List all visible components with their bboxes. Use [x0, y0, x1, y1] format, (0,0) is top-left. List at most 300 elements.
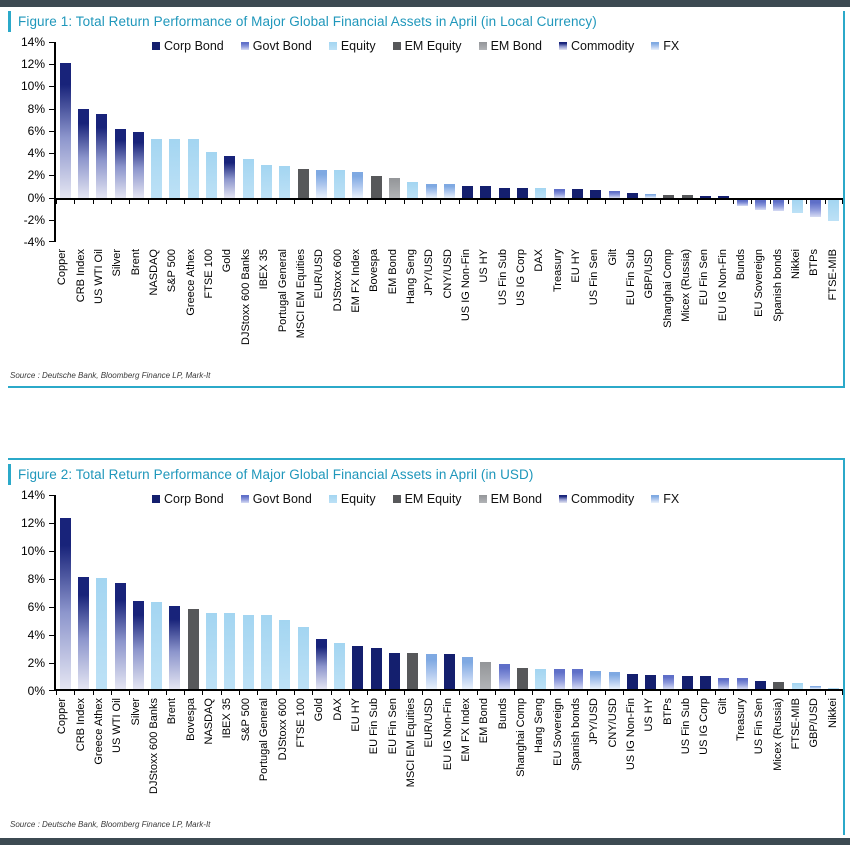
- bar-cell: [239, 42, 257, 242]
- bar: [206, 613, 217, 689]
- bar: [334, 643, 345, 689]
- x-tick-mark: [514, 691, 515, 695]
- bar: [316, 639, 327, 689]
- y-tick-label: -2%: [23, 212, 45, 227]
- x-label-cell: [733, 698, 751, 810]
- x-tick-label: Hang Seng: [533, 698, 546, 754]
- x-label-cell: [494, 249, 512, 361]
- x-tick-mark: [678, 691, 679, 695]
- x-label-cell: [751, 249, 769, 361]
- bar: [517, 188, 528, 198]
- x-tick-mark: [788, 691, 789, 695]
- x-tick-label: US IG Non-Fin: [625, 698, 638, 771]
- bar-cell: [660, 495, 678, 691]
- y-tick-label: 4%: [27, 146, 45, 161]
- x-label-cell: [678, 249, 696, 361]
- x-tick-mark: [349, 200, 350, 204]
- x-label-cell: [348, 249, 366, 361]
- x-label-cell: [421, 698, 439, 810]
- x-tick-label: EU Sovereign: [551, 698, 564, 766]
- x-tick-mark: [276, 691, 277, 695]
- bar-cell: [568, 495, 586, 691]
- x-tick-mark: [568, 200, 569, 204]
- legend-swatch-em_equity: [393, 42, 401, 50]
- bar-cell: [751, 42, 769, 242]
- x-tick-label: FTSE-MIB: [826, 249, 839, 301]
- x-tick-mark: [495, 200, 496, 204]
- x-label-cell: [384, 249, 402, 361]
- legend-item-corp: [152, 39, 224, 53]
- legend-label: FX: [663, 492, 680, 506]
- x-label-cell: [182, 698, 200, 810]
- x-label-cell: [329, 698, 347, 810]
- x-tick-label: Portugal General: [276, 249, 289, 333]
- y-tick-label: -4%: [23, 235, 45, 249]
- bar: [224, 613, 235, 689]
- x-axis-labels: [54, 249, 843, 361]
- legend-swatch-corp: [152, 495, 160, 503]
- legend-label: Commodity: [570, 492, 635, 506]
- x-tick-mark: [715, 691, 716, 695]
- x-label-cell: [494, 698, 512, 810]
- bar: [206, 152, 217, 198]
- x-tick-mark: [751, 691, 752, 695]
- bar: [535, 669, 546, 689]
- x-tick-mark: [715, 200, 716, 204]
- x-label-cell: [72, 249, 90, 361]
- bar: [261, 615, 272, 689]
- x-tick-label: BTPs: [808, 249, 821, 276]
- x-tick-label: Portugal General: [258, 698, 271, 782]
- bar: [279, 166, 290, 197]
- bar-cell: [513, 495, 531, 691]
- bar-cell: [422, 495, 440, 691]
- x-tick-mark: [770, 691, 771, 695]
- bar-cell: [715, 495, 733, 691]
- legend-swatch-fx: [651, 495, 659, 503]
- x-tick-mark: [294, 691, 295, 695]
- x-label-cell: [769, 249, 787, 361]
- legend-item-govt: [241, 39, 312, 53]
- bar: [554, 189, 565, 198]
- x-label-cell: [549, 698, 567, 810]
- bar-cell: [696, 42, 714, 242]
- legend-label: Corp Bond: [164, 39, 224, 53]
- x-axis-line: [56, 198, 843, 200]
- bar-cell: [422, 42, 440, 242]
- x-tick-mark: [605, 200, 606, 204]
- x-tick-label: GBP/USD: [643, 249, 656, 299]
- x-label-cell: [403, 698, 421, 810]
- figure-2-panel: [8, 458, 845, 835]
- bar: [828, 200, 839, 221]
- x-tick-label: Bovespa: [184, 698, 197, 741]
- y-axis: [8, 35, 54, 249]
- bar-cell: [276, 42, 294, 242]
- x-label-cell: [806, 698, 824, 810]
- x-label-cell: [54, 698, 72, 810]
- bar-cell: [74, 42, 92, 242]
- x-tick-label: Gilt: [716, 698, 729, 715]
- bar: [810, 200, 821, 218]
- bar-cell: [147, 42, 165, 242]
- x-tick-mark: [477, 200, 478, 204]
- y-tick-label: 6%: [27, 600, 45, 614]
- x-tick-mark: [697, 691, 698, 695]
- x-tick-label: Silver: [129, 698, 142, 726]
- x-tick-mark: [404, 691, 405, 695]
- x-tick-label: Bunds: [496, 698, 509, 730]
- x-tick-mark: [312, 200, 313, 204]
- bar-cell: [184, 42, 202, 242]
- bar-cell: [129, 495, 147, 691]
- x-tick-label: Brent: [129, 249, 142, 276]
- x-label-cell: [54, 249, 72, 361]
- x-tick-mark: [239, 691, 240, 695]
- x-label-cell: [696, 249, 714, 361]
- bar-cell: [111, 495, 129, 691]
- y-tick-label: 12%: [20, 57, 45, 72]
- x-tick-label: EU IG Non-Fin: [716, 249, 729, 322]
- x-label-cell: [531, 698, 549, 810]
- bar: [133, 132, 144, 198]
- bar-cell: [696, 495, 714, 691]
- x-tick-label: NASDAQ: [148, 249, 161, 296]
- bar-cell: [587, 495, 605, 691]
- bar-cell: [221, 42, 239, 242]
- x-label-cell: [366, 698, 384, 810]
- bar: [243, 615, 254, 689]
- x-tick-mark: [678, 200, 679, 204]
- y-tick-label: 0%: [27, 684, 45, 698]
- x-label-cell: [806, 249, 824, 361]
- x-label-cell: [146, 249, 164, 361]
- bar-cell: [147, 495, 165, 691]
- bar-cell: [367, 495, 385, 691]
- figure-1-title: Figure 1: Total Return Performance of Major Global Financial Assets in April (in Local Currency): [18, 14, 597, 29]
- bar-cell: [806, 42, 824, 242]
- x-tick-mark: [331, 200, 332, 204]
- x-tick-mark: [129, 691, 130, 695]
- x-tick-label: EU Fin Sen: [386, 698, 399, 755]
- bar: [352, 172, 363, 198]
- x-tick-label: US HY: [478, 249, 491, 283]
- figure-1-panel: [8, 11, 845, 388]
- x-tick-label: EUR/USD: [313, 249, 326, 299]
- bar: [590, 671, 601, 689]
- x-tick-mark: [239, 200, 240, 204]
- legend-item-commodity: [559, 492, 634, 506]
- x-tick-mark: [806, 691, 807, 695]
- bar: [78, 577, 89, 689]
- x-tick-mark: [550, 691, 551, 695]
- x-tick-label: Micex (Russia): [771, 698, 784, 771]
- x-label-cell: [659, 249, 677, 361]
- x-label-cell: [824, 249, 842, 361]
- x-label-cell: [366, 249, 384, 361]
- bar-cell: [605, 42, 623, 242]
- x-tick-label: DJStoxx 600 Banks: [239, 249, 252, 345]
- bar: [590, 190, 601, 198]
- x-label-cell: [641, 698, 659, 810]
- bar-cell: [404, 495, 422, 691]
- bar-cell: [184, 495, 202, 691]
- x-label-cell: [237, 249, 255, 361]
- bar-cell: [495, 42, 513, 242]
- bar: [444, 654, 455, 689]
- x-tick-mark: [733, 200, 734, 204]
- x-tick-label: Brent: [166, 698, 179, 725]
- x-label-cell: [824, 698, 842, 810]
- x-tick-label: DAX: [331, 698, 344, 721]
- x-tick-mark: [514, 200, 515, 204]
- legend-swatch-em_equity: [393, 495, 401, 503]
- bar: [371, 176, 382, 197]
- x-tick-label: Greece Athex: [184, 249, 197, 316]
- x-tick-label: EU Sovereign: [753, 249, 766, 317]
- x-tick-label: Gilt: [606, 249, 619, 266]
- bar: [755, 681, 766, 689]
- x-tick-label: Nikkei: [826, 698, 839, 728]
- legend-label: EM Equity: [404, 39, 462, 53]
- x-tick-mark: [276, 200, 277, 204]
- legend-item-fx: [651, 39, 679, 53]
- bar-cell: [166, 42, 184, 242]
- x-tick-mark: [184, 200, 185, 204]
- bar: [444, 184, 455, 197]
- figure-2-chart: [8, 488, 843, 810]
- legend-swatch-commodity: [559, 42, 567, 50]
- bar: [609, 672, 620, 689]
- bar: [224, 156, 235, 197]
- x-label-cell: [513, 249, 531, 361]
- bar-cell: [111, 42, 129, 242]
- bar: [115, 129, 126, 198]
- x-tick-label: US HY: [643, 698, 656, 732]
- x-label-cell: [329, 249, 347, 361]
- x-tick-label: MSCI EM Equities: [294, 249, 307, 339]
- bar: [426, 184, 437, 197]
- y-axis: [8, 488, 54, 698]
- bar-cell: [495, 495, 513, 691]
- bar-cell: [202, 42, 220, 242]
- figure-2-title: Figure 2: Total Return Performance of Major Global Financial Assets in April (in USD): [18, 467, 534, 482]
- x-tick-label: FTSE 100: [203, 249, 216, 299]
- x-tick-mark: [349, 691, 350, 695]
- legend-swatch-govt: [241, 42, 249, 50]
- x-tick-label: DAX: [533, 249, 546, 272]
- x-tick-mark: [842, 691, 843, 695]
- bar-cell: [367, 42, 385, 242]
- x-tick-label: S&P 500: [166, 249, 179, 293]
- bar: [188, 139, 199, 198]
- bar-cell: [532, 42, 550, 242]
- bar-cell: [623, 495, 641, 691]
- bar: [499, 188, 510, 198]
- bar-cell: [770, 495, 788, 691]
- x-tick-mark: [825, 691, 826, 695]
- x-tick-mark: [568, 691, 569, 695]
- x-tick-mark: [642, 691, 643, 695]
- legend-label: Corp Bond: [164, 492, 224, 506]
- legend-label: Govt Bond: [252, 39, 312, 53]
- x-tick-label: Copper: [56, 249, 69, 286]
- x-tick-mark: [605, 691, 606, 695]
- x-label-cell: [311, 698, 329, 810]
- x-tick-mark: [74, 200, 75, 204]
- x-tick-mark: [623, 200, 624, 204]
- bar: [298, 627, 309, 689]
- x-tick-label: Bovespa: [368, 249, 381, 292]
- bar: [407, 182, 418, 198]
- x-tick-mark: [385, 691, 386, 695]
- legend-label: EM Equity: [404, 492, 462, 506]
- y-tick-label: 2%: [27, 168, 45, 183]
- page-bottom-band: [0, 838, 850, 845]
- x-tick-label: US Fin Sen: [753, 698, 766, 755]
- x-tick-label: DJStoxx 600 Banks: [148, 698, 161, 794]
- x-label-cell: [127, 249, 145, 361]
- x-label-cell: [549, 249, 567, 361]
- x-tick-label: US Fin Sub: [496, 249, 509, 306]
- x-label-cell: [274, 249, 292, 361]
- legend-swatch-equity: [329, 42, 337, 50]
- x-label-cell: [348, 698, 366, 810]
- x-tick-mark: [660, 691, 661, 695]
- bar-cell: [477, 42, 495, 242]
- x-tick-label: CNY/USD: [441, 249, 454, 299]
- bar-cell: [459, 42, 477, 242]
- bar-cell: [129, 42, 147, 242]
- bar: [480, 662, 491, 689]
- x-tick-label: IBEX 35: [258, 249, 271, 290]
- bar: [188, 609, 199, 689]
- bar: [115, 583, 126, 689]
- y-tick-label: 10%: [20, 544, 45, 558]
- x-tick-mark: [367, 691, 368, 695]
- bar-cell: [385, 42, 403, 242]
- legend-item-equity: [329, 39, 376, 53]
- bar: [60, 518, 71, 689]
- x-label-cell: [292, 249, 310, 361]
- bar-cell: [93, 42, 111, 242]
- bar-cell: [276, 495, 294, 691]
- x-label-cell: [586, 249, 604, 361]
- x-tick-mark: [184, 691, 185, 695]
- y-tick-label: 10%: [20, 79, 45, 94]
- x-tick-label: EU Fin Sen: [698, 249, 711, 306]
- x-tick-label: US IG Corp: [698, 698, 711, 755]
- x-label-cell: [531, 249, 549, 361]
- x-axis-labels: [54, 698, 843, 810]
- plot-area: [54, 39, 843, 242]
- x-tick-label: US Fin Sen: [588, 249, 601, 306]
- x-tick-mark: [331, 691, 332, 695]
- bar-cell: [349, 495, 367, 691]
- bar-cell: [550, 495, 568, 691]
- bar: [682, 676, 693, 689]
- legend-item-equity: [329, 492, 376, 506]
- bar: [609, 191, 620, 198]
- x-tick-mark: [221, 691, 222, 695]
- x-tick-label: Silver: [111, 249, 124, 277]
- x-tick-mark: [74, 691, 75, 695]
- x-tick-label: IBEX 35: [221, 698, 234, 739]
- legend-label: EM Bond: [490, 39, 542, 53]
- x-label-cell: [733, 249, 751, 361]
- x-tick-mark: [842, 200, 843, 204]
- bar: [700, 676, 711, 689]
- x-tick-mark: [422, 200, 423, 204]
- x-tick-label: Spanish bonds: [570, 698, 583, 771]
- legend-item-commodity: [559, 39, 634, 53]
- y-tick-label: 6%: [27, 123, 45, 138]
- bar-cell: [440, 42, 458, 242]
- bar-cell: [568, 42, 586, 242]
- x-tick-mark: [788, 200, 789, 204]
- x-label-cell: [714, 698, 732, 810]
- bar: [773, 200, 784, 211]
- x-tick-label: Shanghai Comp: [514, 698, 527, 777]
- x-label-cell: [256, 698, 274, 810]
- bar: [261, 165, 272, 197]
- bar-cell: [532, 495, 550, 691]
- bar-cell: [56, 495, 74, 691]
- x-tick-label: Bunds: [735, 249, 748, 281]
- x-label-cell: [91, 698, 109, 810]
- x-label-cell: [403, 249, 421, 361]
- bar: [371, 648, 382, 689]
- x-tick-mark: [148, 200, 149, 204]
- plot-area: [54, 492, 843, 691]
- legend-label: Equity: [340, 492, 376, 506]
- legend-swatch-commodity: [559, 495, 567, 503]
- x-label-cell: [439, 249, 457, 361]
- x-label-cell: [788, 698, 806, 810]
- bar: [279, 620, 290, 689]
- bar-cell: [660, 42, 678, 242]
- bar-cell: [349, 42, 367, 242]
- x-tick-mark: [440, 691, 441, 695]
- x-label-cell: [769, 698, 787, 810]
- bar: [243, 159, 254, 198]
- x-tick-mark: [532, 691, 533, 695]
- x-tick-mark: [404, 200, 405, 204]
- bar-cell: [642, 42, 660, 242]
- bar: [78, 109, 89, 198]
- x-tick-label: Treasury: [735, 698, 748, 741]
- bar-cell: [312, 495, 330, 691]
- x-label-cell: [568, 249, 586, 361]
- bar: [151, 602, 162, 689]
- x-label-cell: [146, 698, 164, 810]
- bar-cell: [770, 42, 788, 242]
- bar: [407, 653, 418, 689]
- x-tick-mark: [806, 200, 807, 204]
- bar: [480, 186, 491, 197]
- x-tick-mark: [477, 691, 478, 695]
- bar: [462, 186, 473, 197]
- x-tick-mark: [56, 691, 57, 695]
- bar-cell: [788, 42, 806, 242]
- x-label-cell: [292, 698, 310, 810]
- y-tick-label: 8%: [27, 101, 45, 116]
- bar: [627, 674, 638, 689]
- x-tick-label: EM FX Index: [349, 249, 362, 313]
- x-label-cell: [714, 249, 732, 361]
- bar: [60, 63, 71, 197]
- bar: [298, 169, 309, 198]
